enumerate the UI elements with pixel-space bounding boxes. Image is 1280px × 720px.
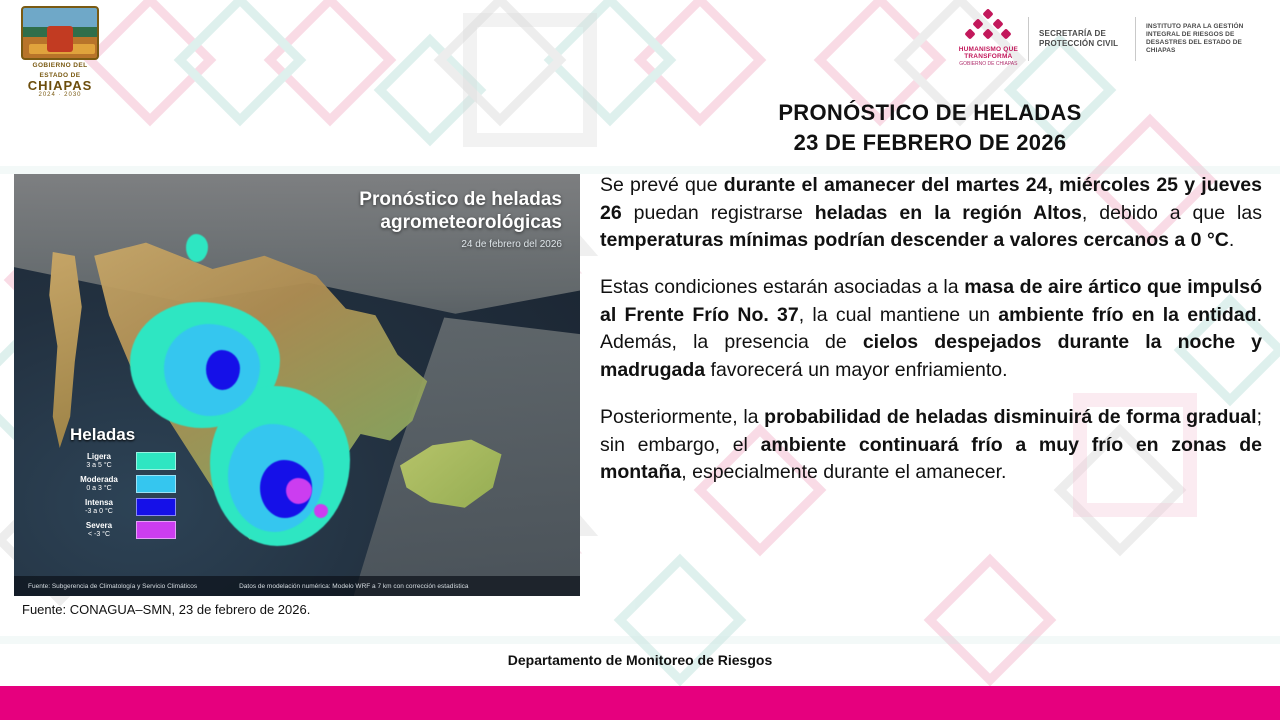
- legend-name: Severa: [85, 521, 113, 531]
- p1-t3: , debido a que las: [1081, 201, 1262, 224]
- map-source-left: Fuente: Subgerencia de Climatología y Servicio Climáticos: [28, 582, 198, 590]
- humanismo-line2: TRANSFORMA: [964, 53, 1013, 61]
- p2-t1: Estas condiciones estarán asociadas a la: [600, 276, 965, 299]
- p1-t4: .: [1228, 229, 1235, 252]
- p2-t4: favorecerá un mayor enfriamiento.: [705, 359, 1008, 382]
- legend-swatch-intensa: [136, 498, 176, 516]
- humanismo-line3: GOBIERNO DE CHIAPAS: [959, 61, 1018, 68]
- p2-t3: . Además, la presencia de: [600, 303, 1262, 354]
- department-label: Departamento de Monitoreo de Riesgos: [507, 652, 773, 668]
- secretaria-proteccion-civil-label: SECRETARÍA DE PROTECCIÓN CIVIL: [1039, 29, 1119, 48]
- legend-swatch-moderada: [136, 475, 176, 493]
- map-footer: [14, 576, 580, 596]
- legend-title: Heladas: [70, 425, 136, 444]
- p2-t2: , la cual mantiene un: [798, 303, 999, 326]
- map-title-line-1: Pronóstico de heladas: [359, 189, 562, 210]
- p3-b1: probabilidad de heladas disminuirá de forma gradual: [764, 405, 1257, 428]
- legend-range: 3 a 5 °C: [86, 461, 112, 469]
- p1-b2: heladas en la región Altos: [814, 201, 1082, 224]
- humanismo-que-transforma-logo: [959, 10, 1018, 68]
- p3-b2: ambiente continuará frío a muy frío en zonas de montaña: [600, 433, 1262, 484]
- legend-item: [70, 498, 176, 516]
- paragraph-2: [600, 274, 1262, 385]
- legend-name: Ligera: [86, 452, 111, 462]
- legend-name: Moderada: [80, 475, 118, 485]
- legend-name: Intensa: [84, 498, 113, 508]
- p1-b1: durante el amanecer del martes 24, miércoles 25 y jueves 26: [600, 174, 1262, 224]
- title-line-1: PRONÓSTICO DE HELADAS: [778, 100, 1082, 125]
- page-title: [600, 98, 1260, 157]
- legend-range: -3 a 0 °C: [85, 507, 113, 515]
- p1-t2: puedan registrarse: [621, 201, 815, 224]
- map-title-line-2: agrometeorológicas: [380, 212, 562, 234]
- instituto-gestion-riesgos-label: INSTITUTO PARA LA GESTIÓN INTEGRAL DE RIESGOS DE DESASTRES DEL ESTADO DE CHIAPAS: [1146, 22, 1244, 55]
- logo-divider: [1028, 17, 1029, 61]
- institutional-logos: [959, 10, 1266, 68]
- p2-b2: ambiente frío en la entidad: [998, 303, 1257, 326]
- footer-bar: [0, 686, 1280, 720]
- map-date: 24 de febrero del 2026: [461, 239, 562, 251]
- emblem-years: 2024 · 2030: [38, 92, 82, 98]
- emblem-line1: GOBIERNO DEL: [32, 62, 88, 70]
- p3-t3: , especialmente durante el amanecer.: [681, 461, 1007, 484]
- p3-t2: ; sin embargo, el: [600, 405, 1262, 456]
- paragraph-1: [600, 172, 1262, 255]
- legend-range: 0 a 3 °C: [86, 484, 112, 492]
- emblem-state-name: CHIAPAS: [27, 78, 93, 93]
- legend-range: < -3 °C: [87, 530, 111, 538]
- p1-t1: Se prevé que: [600, 174, 724, 196]
- humanismo-mark-icon: [966, 10, 1010, 44]
- map-title: [359, 188, 562, 252]
- legend-item: [70, 521, 176, 539]
- map-legend: [70, 425, 176, 544]
- chiapas-coat-of-arms-icon: [21, 6, 99, 60]
- p2-b3: cielos despejados durante la noche y madrugada: [600, 331, 1262, 382]
- government-emblem: [8, 6, 112, 98]
- legend-item: [70, 452, 176, 470]
- frost-forecast-map: [14, 174, 580, 596]
- logo-divider-2: [1135, 17, 1136, 61]
- p3-t1: Posteriormente, la: [600, 405, 765, 428]
- map-source-right: Datos de modelación numérica: Modelo WRF a 7 km con corrección estadística: [239, 582, 469, 590]
- legend-swatch-severa: [136, 521, 176, 539]
- emblem-line2: ESTADO DE: [39, 71, 81, 79]
- map-caption: Fuente: CONAGUA–SMN, 23 de febrero de 2026.: [22, 602, 311, 617]
- humanismo-line1: HUMANISMO QUE: [958, 46, 1018, 53]
- title-line-2: 23 DE FEBRERO DE 2026: [793, 129, 1067, 155]
- p1-b3: temperaturas mínimas podrían descender a valores cercanos a 0 °C: [600, 229, 1229, 252]
- legend-swatch-ligera: [136, 452, 176, 470]
- legend-item: [70, 475, 176, 493]
- p2-b1: masa de aire ártico que impulsó al Frente Frío No. 37: [600, 276, 1262, 326]
- paragraph-3: [600, 404, 1262, 487]
- forecast-body-text: [600, 172, 1262, 487]
